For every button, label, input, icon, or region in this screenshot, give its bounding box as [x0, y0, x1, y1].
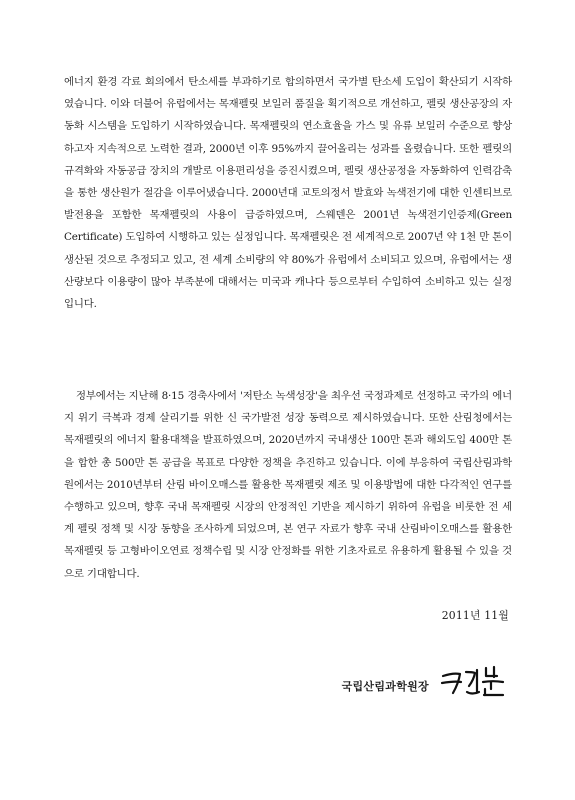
signature-block: [342, 662, 509, 702]
institute-director-title: 국립산림과학원장: [341, 680, 429, 693]
body-paragraph-2: 정부에서는 지난해 8·15 경축사에서 '저탄소 녹색성장'을 최우선 국정과제로 선정하고 국가의 에너지 위기 극복과 경제 살리기를 위한 신 국가발전 성장 동력으로 제시하였습니다. 또한 산림청에서는 목재펠릿의 에너지 활용대책을 발표하였으며, 2020년까지 국내생산 100만 톤과 해외도입 400만 톤을 합한 총 500만 톤 공급을 목표로 다양한 정책을 추진하고 있습니다. 이에 부응하여 국립산림과학원에서는 2010년부터 산림 바이오매스를 활용한 목재펠릿 제조 및 이용방법에 대한 다각적인 연구를 수행하고 있으며, 향후 국내 목재펠릿 시장의 안정적인 기반을 제시하기 위하여 유럽을 비롯한 전 세계 펠릿 정책 및 시장 동향을 조사하게 되었으며, 본 연구 자료가 향후 국내 산림바이오매스를 활용한 목재펠릿 등 고형바이오연료 정책수립 및 시장 안정화를 위한 기초자료로 유용하게 활용될 수 있을 것으로 기대합니다.: [64, 390, 512, 580]
document-date: 2011년 11월: [441, 609, 509, 622]
body-paragraph-1: 에너지 환경 각료 회의에서 탄소세를 부과하기로 합의하면서 국가별 탄소세 도입이 확산되기 시작하였습니다. 이와 더불어 유럽에서는 목재펠릿 보일러 품질을 획기적으로 개선하고, 펠릿 생산공장의 자동화 시스템을 도입하기 시작하였습니다. 목재펠릿의 연소효율을 가스 및 유류 보일러 수준으로 향상하고자 지속적으로 노력한 결과, 2000년 이후 95%까지 끌어올리는 성과를 올렸습니다. 또한 펠릿의 규격화와 자동공급 장치의 개발로 이용편리성을 증진시켰으며, 펠릿 생산공정을 자동화하여 인력감축을 통한 생산원가 절감을 이루어냈습니다. 2000년대 교토의정서 발효와 녹색전기에 대한 인센티브로 발전용을 포함한 목재펠릿의 사용이 급증하였으며, 스웨덴은 2001년 녹색전기인증제(Green Certificate) 도입하여 시행하고 있는 실정입니다. 목재펠릿은 전 세계적으로 2007년 약 1천 만 톤이 생산된 것으로 추정되고 있고, 전 세계 소비량의 약 80%가 유럽에서 소비되고 있으며, 유럽에서는 생산량보다 이용량이 많아 부족분에 대해서는 미국과 캐나다 등으로부터 수입하여 소비하고 있는 실정입니다.: [64, 76, 513, 311]
handwritten-signature: [439, 662, 509, 702]
